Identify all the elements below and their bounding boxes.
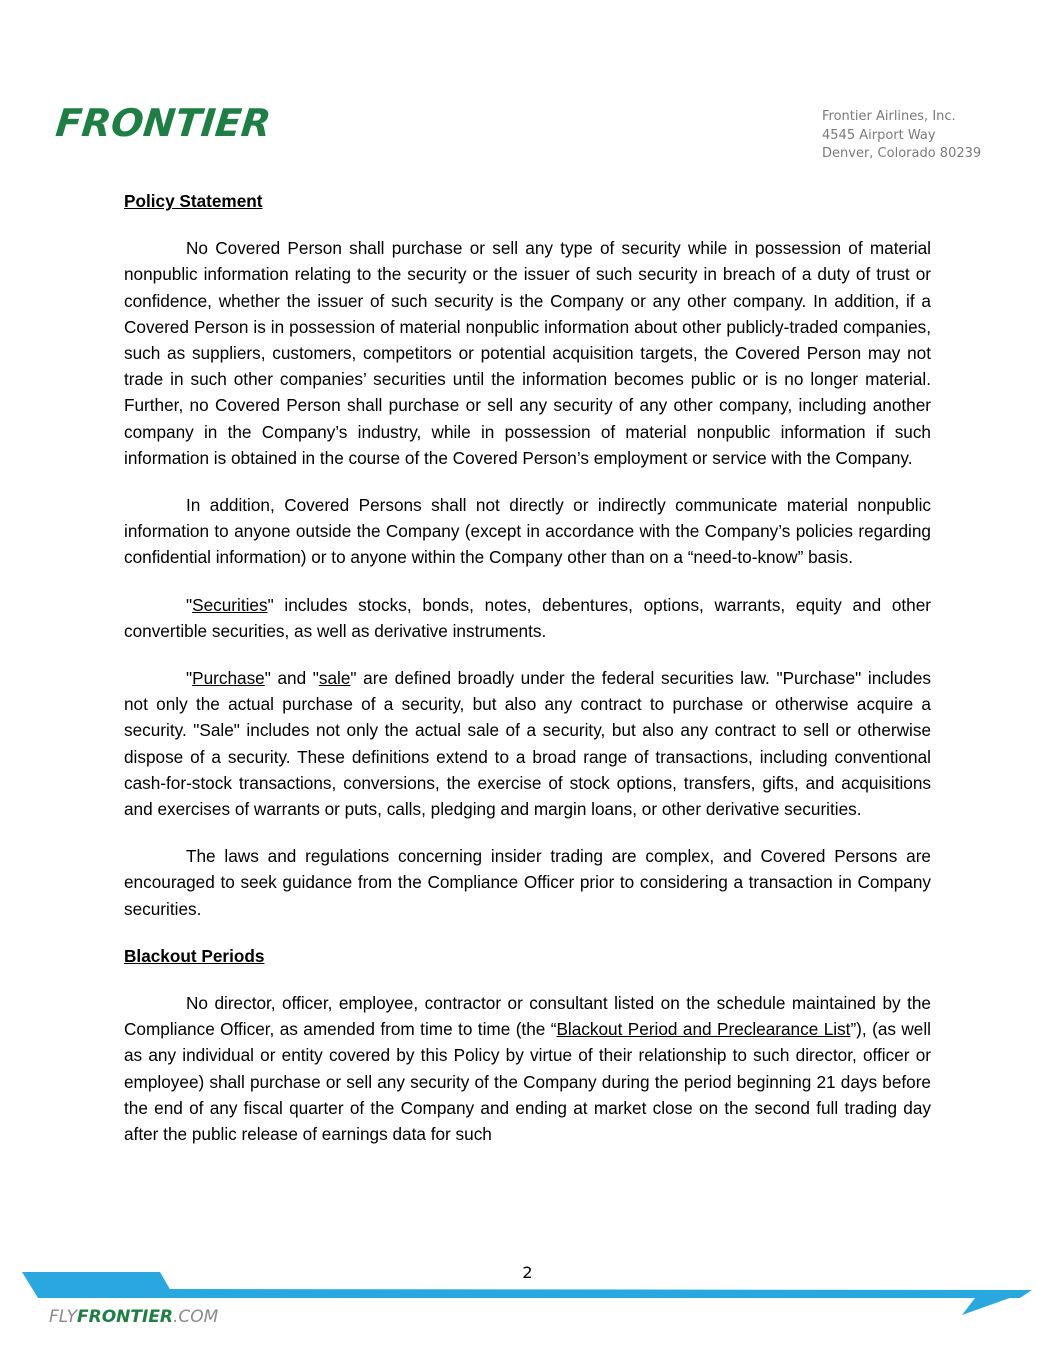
document-body: [124, 188, 931, 1168]
securities-definition: " includes stocks, bonds, notes, debentures, options, warrants, equity and other convertible securities, as well as derivative instruments.: [124, 594, 931, 641]
connector-text: " and ": [264, 668, 319, 689]
paragraph-blackout: [124, 990, 931, 1147]
blackout-periods-heading: Blackout Periods: [124, 945, 265, 966]
company-address: [822, 108, 981, 164]
blackout-list-term: Blackout Period and Preclearance List: [556, 1019, 851, 1040]
purchase-sale-definition: " are defined broadly under the federal securities law. "Purchase" includes not only the actual purchase of a security, but also any contract to purchase or otherwise acquire a security. "Sale" includes not only the actual sale of a security, but also any contract to sell or otherwise dispose of a security. These definitions extend to a broad range of transactions, including conventional cash-for-stock transactions, conversions, the exercise of stock options, transfers, gifts, and acquisitions and exercises of warrants or puts, calls, pledging and margin loans, or other derivative securities.: [124, 668, 931, 820]
frontier-logo: FRONTIER: [53, 101, 273, 145]
url-prefix: FLY: [49, 1307, 78, 1327]
securities-term: Securities: [192, 594, 268, 615]
quote-open: ": [186, 668, 193, 689]
company-name: Frontier Airlines, Inc.: [822, 109, 956, 124]
address-line-1: 4545 Airport Way: [822, 127, 936, 143]
sale-term: sale: [318, 668, 351, 689]
url-brand: FRONTIER: [77, 1307, 174, 1327]
paragraph-1: No Covered Person shall purchase or sell any type of security while in possession of material nonpublic information relating to the security or the issuer of such security in breach of a duty of trust or confidence, whether the issuer of such security is the Company or any other company. In addition, if a Covered Person is in possession of material nonpublic information about other publicly-traded companies, such as suppliers, customers, competitors or potential acquisition targets, the Covered Person may not trade in such other companies’ securities until the information becomes public or is no longer material. Further, no Covered Person shall purchase or sell any security of any other company, including another company in the Company’s industry, while in possession of material nonpublic information if such information is obtained in the course of the Covered Person’s employment or service with the Company.: [124, 238, 931, 468]
paragraph-purchase-sale: [124, 665, 931, 822]
paragraph-2: In addition, Covered Persons shall not directly or indirectly communicate material nonpublic information to anyone outside the Company (except in accordance with the Company’s policies regarding confidential information) or to anyone within the Company other than on a “need-to-know” basis.: [124, 495, 931, 568]
purchase-term: Purchase: [192, 668, 265, 689]
footer-stripe-left: [22, 1272, 175, 1298]
blackout-rest: ”), (as well as any individual or entity covered by this Policy by virtue of their relationship to such director, officer or employee) shall purchase or sell any security of the Company during the period beginning 21 days before the end of any fiscal quarter of the Company and ending at market close on the second full trading day after the public release of earnings data for such: [124, 1019, 931, 1145]
paragraph-securities: [124, 592, 931, 644]
paragraph-guidance: The laws and regulations concerning insider trading are complex, and Covered Persons are encouraged to seek guidance from the Compliance Officer prior to considering a transaction in Company securities.: [124, 846, 931, 919]
footer-stripe-main: [160, 1289, 1032, 1298]
quote-open: ": [186, 594, 193, 615]
address-line-2: Denver, Colorado 80239: [822, 146, 982, 161]
blackout-intro: No director, officer, employee, contractor or consultant listed on the schedule maintained by the Compliance Officer, as amended from time to time (the “: [124, 993, 931, 1040]
policy-statement-heading: Policy Statement: [124, 191, 263, 211]
page-number: 2: [522, 1263, 533, 1282]
footer-website: [49, 1307, 218, 1327]
url-suffix: .COM: [173, 1307, 219, 1327]
